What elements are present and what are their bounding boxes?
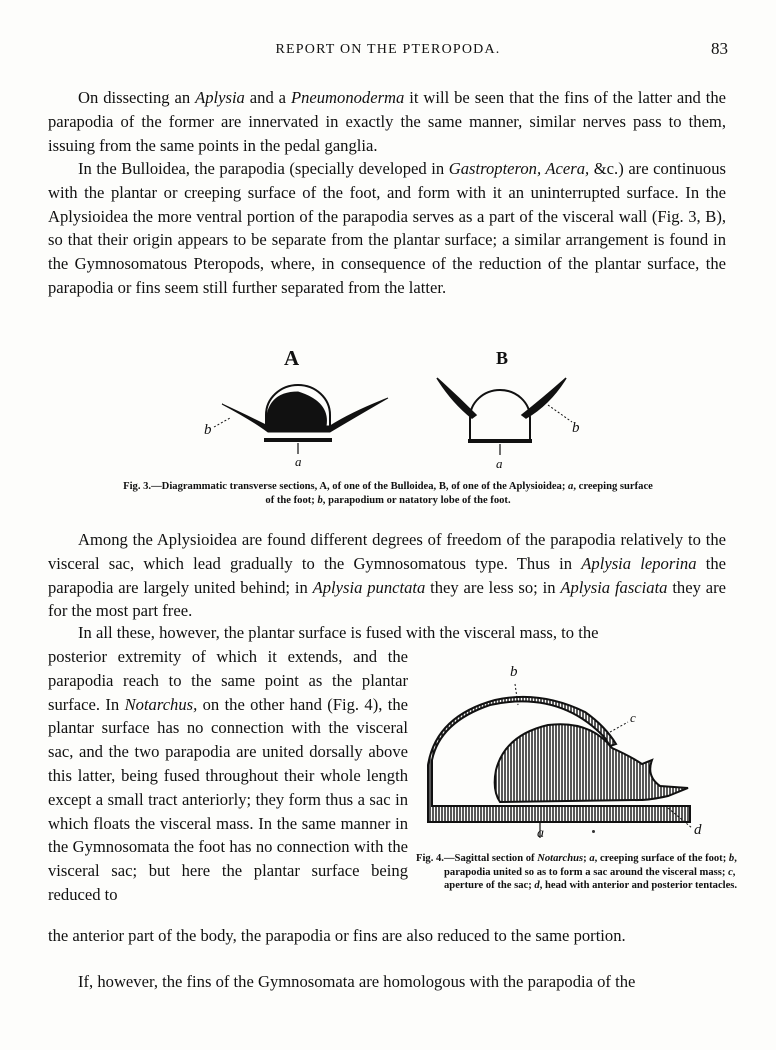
fig4-letter-d: d bbox=[694, 822, 702, 838]
fig3a-letter-a: a bbox=[295, 454, 302, 469]
page-number: 83 bbox=[711, 39, 728, 58]
paragraph-4-wrapped: posterior extremity of which it extends, and the parapodia reach to the same point as the plantar surface. In Notarchus, on the other hand (Fig. 4), the plantar surface has no connection with the visceral sac, and the two parapodia are united dorsally above this latter, being fused throughout their whole length except a small tract anteriorly; they form thus a sac in which floats the visceral mass. In the same manner in the Gymnosomata the foot has no connection with the visceral sac; but here the plantar surface being reduced to bbox=[48, 647, 408, 904]
fig3b-letter-a: a bbox=[496, 456, 503, 471]
paragraph-1: On dissecting an Aplysia and a Pneumonoderma it will be seen that the fins of the latter and the parapodia of the former are innervated in exactly the same manner, similar nerves pass to them, issuing from the same points in the pedal ganglia. bbox=[48, 88, 726, 155]
paragraph-5: If, however, the fins of the Gymnosomata are homologous with the parapodia of the bbox=[78, 972, 636, 991]
fig3-label-b: B bbox=[496, 348, 509, 368]
fig4-stray-dot bbox=[592, 830, 595, 833]
fig3-label-a: A bbox=[284, 346, 300, 370]
paragraph-4-end: the anterior part of the body, the parapodia or fins are also reduced to the same portion. bbox=[48, 926, 626, 945]
paragraph-2: In the Bulloidea, the parapodia (specially developed in Gastropteron, Acera, &c.) are continuous with the plantar or creeping surface of the foot, and form with it an uninterrupted surface. In the Aplysioidea the more ventral portion of the parapodia serves as a part of the visceral wall (Fig. 3, B), so that their origin appears to be separate from the plantar surface; a similar arrangement is found in the Gymnosomatous Pteropods, where, in consequence of the reduction of the plantar surface, the parapodia or fins seem still further separated from the latter. bbox=[48, 159, 726, 297]
figure-4-caption: Fig. 4.—Sagittal section of Notarchus; a, creeping surface of the foot; b, parapodia united so as to form a sac around the visceral mass; c, aperture of the sac; d, head with anterior and posterior tentacles. bbox=[416, 853, 738, 891]
fig4-letter-a: a bbox=[537, 826, 544, 841]
fig3a-letter-b: b bbox=[204, 422, 212, 438]
running-head: REPORT ON THE PTEROPODA. bbox=[275, 42, 501, 57]
paragraph-4-first-line: In all these, however, the plantar surface is fused with the visceral mass, to the bbox=[78, 623, 599, 642]
paragraph-3: Among the Aplysioidea are found different degrees of freedom of the parapodia relatively to the visceral sac, which lead gradually to the Gymnosomatous type. Thus in Aplysia leporina the parapodia are largely united behind; in Aplysia punctata they are less so; in Aplysia fasciata they are for the most part free. bbox=[48, 530, 726, 621]
fig4-letter-c: c bbox=[630, 710, 636, 725]
fig3b-letter-b: b bbox=[572, 420, 580, 436]
fig4-letter-b: b bbox=[510, 664, 518, 680]
figure-3-caption: Fig. 3.—Diagrammatic transverse sections, A, of one of the Bulloidea, B, of one of the Aplysioidea; a, creeping surface of the foot; b, parapodium or natatory lobe of the foot. bbox=[123, 481, 653, 506]
